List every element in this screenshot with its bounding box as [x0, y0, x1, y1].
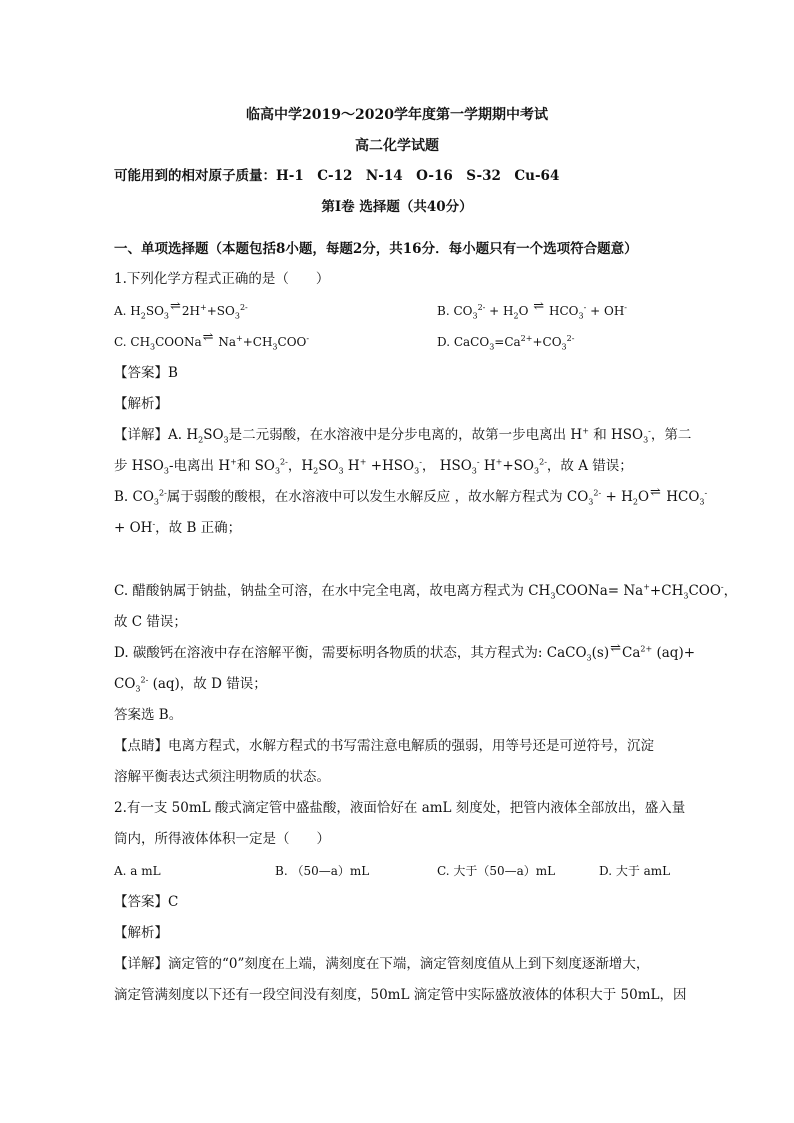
q1-option-d: D. $CaCO_3=Ca^{2+}+CO_3^{2-}$	[437, 334, 575, 352]
q1-detail-line-7: D. 碳酸钙在溶液中存在溶解平衡，需要标明各物质的状态，其方程式为: $CaCO_3(s)\rightleftharpoons Ca^{2+}$ (aq)+	[114, 641, 696, 663]
q1-detail-line-6: 故 C 错误；	[114, 614, 187, 630]
reversible-arrow-icon: ⇌	[533, 299, 545, 314]
q2-option-b: B. （50—a）mL	[275, 864, 370, 878]
reversible-arrow-icon: ⇌	[170, 299, 181, 314]
exam-title: 临高中学2019～2020学年度第一学期期中考试	[246, 107, 548, 123]
q1-detail-line-4: + OH-，故 B 正确；	[114, 519, 242, 536]
q1-detail-line-5: C. 醋酸钠属于钠盐，钠盐全可溶，在水中完全电离，故电离方程式为 $CH_3COONa= Na^++CH_3COO^-$，	[114, 582, 738, 601]
q2-stem-line-1: 2.有一支 50mL 酸式滴定管中盛盐酸，液面恰好在 amL 刻度处，把管内液体全部放出，盛入量	[114, 800, 686, 816]
q1-option-c: C. $CH_3COONa\rightleftharpoons$ $Na^++CH_3COO^-$	[114, 330, 310, 352]
q1-tip-line-2: 溶解平衡表达式须注明物质的状态。	[114, 769, 330, 785]
q1-option-b: B. $CO_3^{2-} + H_2O$ ⇌ $HCO_3^- + OH^-$	[437, 299, 627, 321]
q1-conclusion: 答案选 B。	[114, 707, 183, 723]
exam-subtitle: 高二化学试题	[355, 138, 439, 154]
atomic-masses: 可能用到的相对原子质量：H-1 C-12 N-14 O-16 S-32 Cu-64	[114, 168, 560, 184]
q2-detail-line-2: 滴定管满刻度以下还有一段空间没有刻度，50mL 滴定管中实际盛放液体的体积大于 50mL，因	[114, 987, 687, 1003]
q1-analysis-label: 【解析】	[114, 396, 168, 412]
reversible-arrow-icon: ⇌	[202, 330, 214, 345]
q2-option-c: C. 大于（50—a）mL	[437, 864, 556, 878]
q2-option-a: A. a mL	[114, 864, 161, 878]
q2-answer: 【答案】C	[114, 894, 179, 910]
q1-stem: 1.下列化学方程式正确的是（ ）	[114, 271, 330, 287]
q2-detail-line-1: 【详解】滴定管的“0”刻度在上端，满刻度在下端，滴定管刻度值从上到下刻度逐渐增大，	[114, 956, 650, 972]
reversible-arrow-icon: ⇌	[610, 641, 622, 656]
q1-detail-line-8: $CO_3^{2-}$ (aq)，故 D 错误；	[114, 675, 267, 694]
q2-analysis-label: 【解析】	[114, 925, 168, 941]
q2-option-d: D. 大于 amL	[599, 864, 671, 878]
q1-detail-line-1: 【详解】A. $H_2SO_3$是二元弱酸，在水溶液中是分步电离的，故第一步电离出 H+ 和 $HSO_3^-$，第二	[114, 426, 692, 445]
q1-answer: 【答案】B	[114, 365, 178, 381]
section-heading: 一、单项选择题（本题包括8小题，每题2分，共16分．每小题只有一个选项符合题意）	[114, 241, 638, 257]
volume-heading: 第Ⅰ卷 选择题（共40分）	[321, 199, 473, 215]
q1-tip-line-1: 【点睛】电离方程式，水解方程式的书写需注意电解质的强弱，用等号还是可逆符号，沉淀	[114, 738, 654, 754]
q2-stem-line-2: 筒内，所得液体体积一定是（ ）	[114, 831, 330, 847]
q1-option-a: A. $H_2SO_3\rightleftharpoons 2H^++SO_3^{2-}$	[114, 299, 248, 321]
q1-detail-line-3: B. $CO_3^{2-}$属于弱酸的酸根，在水溶液中可以发生水解反应 ，故水解方程式为 $CO_3^{2-}$ + $H_2O\rightleftharpoons$ $HCO_3^-$	[114, 485, 708, 507]
q1-detail-line-2: 步 $HSO_3-$电离出 H+和 $SO_3^{2-}$，$H_2SO_3$ $H^+ +HSO_3^-$， $HSO_3^-$ $H^++SO_3^{2-}$，故 A 错误；	[114, 457, 633, 476]
reversible-arrow-icon: ⇌	[650, 485, 661, 500]
